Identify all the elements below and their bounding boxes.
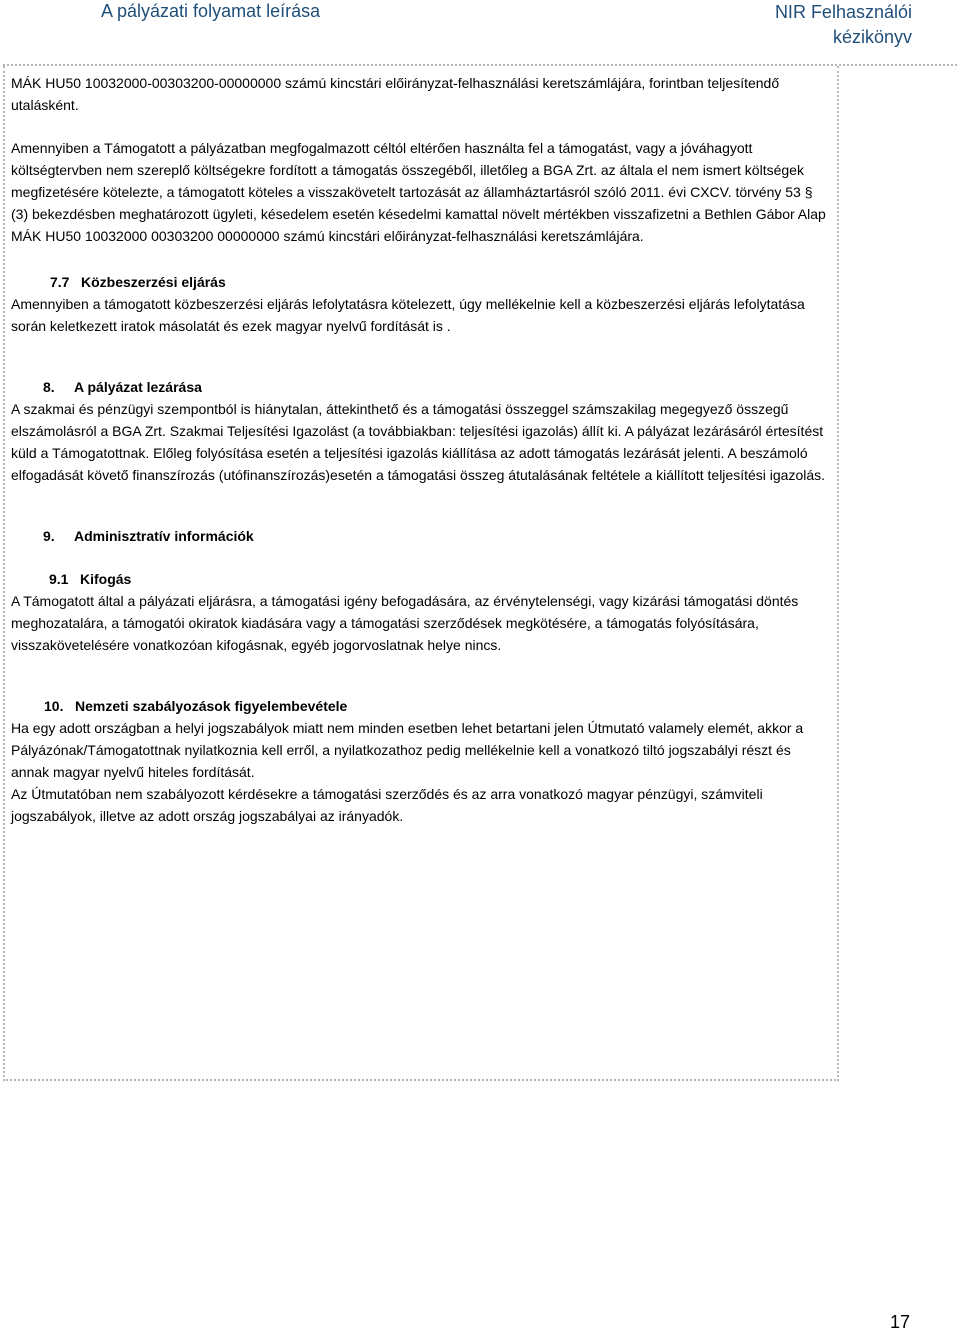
section-title: Közbeszerzési eljárás — [81, 274, 226, 290]
section-number: 9. — [43, 528, 55, 544]
section-heading-10 — [11, 695, 831, 717]
section-body-8: A szakmai és pénzügyi szempontból is hiánytalan, áttekinthető és a támogatási összeggel számszakilag megegyező összegű elszámolásról a BGA Zrt. Szakmai Teljesítési Igazolást (a továbbiakban: teljesítési igazolás) állít ki. A pályázat lezárásáról értesítést küld a Támogatottnak. Előleg folyósítása esetén a teljesítési igazolás kiállítása az adott támogatás lezárását jelenti. A beszámoló elfogadását követő finanszírozás (utófinanszírozás)esetén a támogatási összeg átutalásának feltétele a kiállított teljesítési igazolás. — [11, 401, 826, 483]
paragraph-repayment: Amennyiben a Támogatott a pályázatban megfogalmazott céltól eltérően használta fel a támogatást, vagy a jóváhagyott költségtervben nem szereplő költségekre fordított a támogatás összegéből, illetőleg a BGA Zrt. az általa el nem ismert költségek megfizetésére kötelezte, a támogatott köteles a visszakövetelt tartozását az államháztartásról szóló 2011. évi CXCV. törvény 53 § (3) bekezdésben meghatározott ügyleti, késedelem esetén késedelmi kamattal növelt mértékben visszafizetni a Bethlen Gábor Alap MÁK HU50 10032000 00303200 00000000 számú kincstári előirányzat-felhasználási keretszámlájára. — [11, 140, 826, 244]
section-heading-9-1 — [11, 568, 831, 590]
section-number: 10. — [44, 698, 64, 714]
section-number: 7.7 — [50, 274, 70, 290]
section-body-10-part-2: Az Útmutatóban nem szabályozott kérdésekre a támogatási szerződés és az arra vonatkozó magyar pénzügyi, számviteli jogszabályok, illetve az adott ország jogszabályai az irányadók. — [11, 786, 763, 824]
header-manual-title: NIR Felhasználói kézikönyv — [774, 2, 912, 47]
section-heading-9 — [11, 525, 831, 547]
section-heading-7-7 — [11, 271, 831, 293]
section-body-7-7: Amennyiben a támogatott közbeszerzési eljárás lefolytatásra kötelezett, úgy mellékelnie kell a közbeszerzési eljárás lefolytatása során keletkezett iratok másolatát és ezek magyar nyelvű fordítását is . — [11, 296, 805, 334]
section-title: Nemzeti szabályozások figyelembevétele — [75, 698, 348, 714]
paragraph-account-transfer: MÁK HU50 10032000-00303200-00000000 számú kincstári előirányzat-felhasználási keretszámlájára, forintban teljesítendő utalásként. — [11, 75, 780, 113]
section-title: Adminisztratív információk — [74, 528, 254, 544]
document-body — [11, 72, 831, 827]
section-title: A pályázat lezárása — [74, 379, 202, 395]
section-number: 9.1 — [49, 571, 69, 587]
page-number: 17 — [889, 1312, 910, 1332]
header-document-title: A pályázati folyamat leírása — [101, 1, 321, 21]
section-heading-8 — [11, 376, 831, 398]
section-title: Kifogás — [80, 571, 132, 587]
section-body-9-1: A Támogatott által a pályázati eljárásra, a támogatási igény befogadására, az érvénytelenségi, vagy kizárási támogatási döntés meghozatalára, a támogatói okiratok kiadására vagy a támogatási szerződések megkötésére, a támogatás folyósítására, visszakövetelésére vonatkozóan kifogásnak, egyéb jogorvoslatnak helye nincs. — [11, 593, 799, 653]
section-body-10-part-1: Ha egy adott országban a helyi jogszabályok miatt nem minden esetben lehet betartani jelen Útmutató valamely elemét, akkor a Pályázónak/Támogatottnak nyilatkoznia kell erről, a nyilatkozathoz pedig mellékelnie kell a vonatkozó tiltó jogszabályi részt és annak magyar nyelvű hiteles fordítását. — [11, 720, 804, 780]
section-number: 8. — [43, 379, 55, 395]
